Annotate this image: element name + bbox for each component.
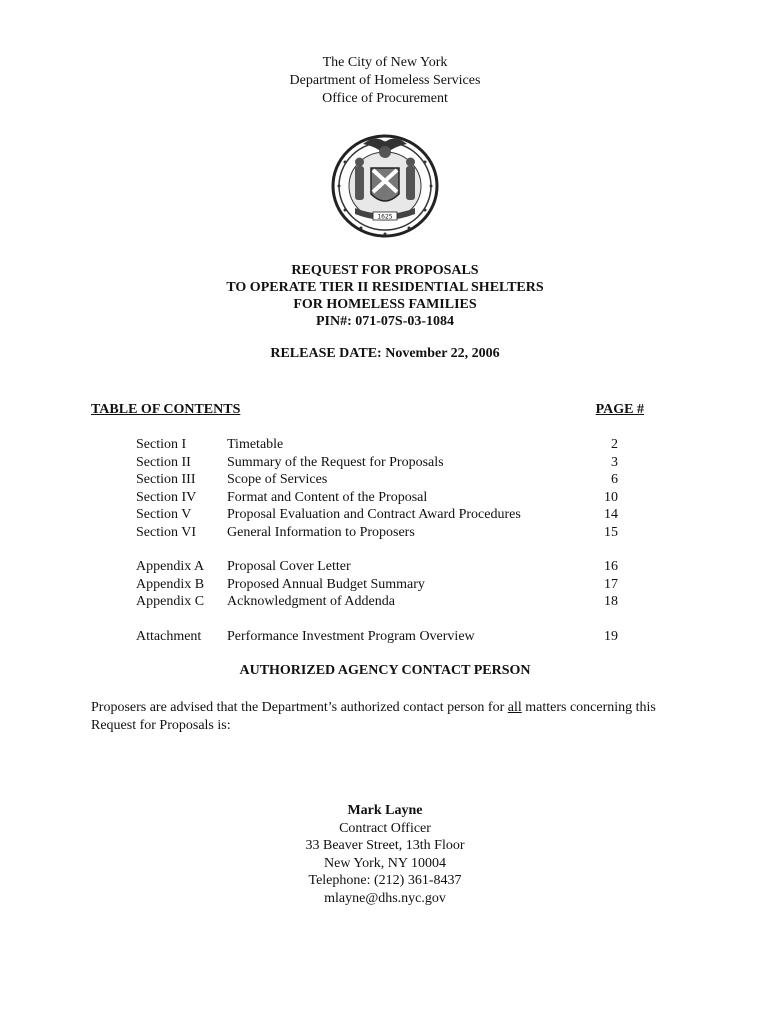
contact-name: Mark Layne xyxy=(347,803,423,818)
rfp-title-line2: TO OPERATE TIER II RESIDENTIAL SHELTERS xyxy=(226,280,544,295)
toc-title: Acknowledgment of Addenda xyxy=(227,594,395,609)
toc-row xyxy=(136,489,618,507)
toc-sections xyxy=(136,436,618,541)
toc-row xyxy=(136,436,618,454)
paragraph-text-before: Proposers are advised that the Department’s authorized contact person for xyxy=(91,700,508,715)
toc-title: Performance Investment Program Overview xyxy=(227,629,475,644)
contact-block xyxy=(0,802,770,907)
toc-page: 6 xyxy=(611,472,618,487)
toc-row xyxy=(136,524,618,542)
toc-label: Section II xyxy=(136,454,191,470)
paragraph-emphasis: all xyxy=(507,700,522,715)
toc-page: 2 xyxy=(611,437,618,452)
toc-label: Appendix B xyxy=(136,576,205,592)
contact-title: Contract Officer xyxy=(339,820,431,836)
toc-label: Attachment xyxy=(136,629,202,644)
header-office: Office of Procurement xyxy=(322,91,448,106)
toc-label: Section IV xyxy=(136,489,197,505)
toc-row xyxy=(136,471,618,489)
paragraph-text-after: matters concerning this Request for Proposals is: xyxy=(91,700,656,733)
contact-heading: AUTHORIZED AGENCY CONTACT PERSON xyxy=(239,663,531,678)
toc-title: Timetable xyxy=(227,437,284,452)
contact-phone: Telephone: (212) 361-8437 xyxy=(308,873,462,888)
toc-row xyxy=(136,454,618,472)
toc-row xyxy=(136,558,618,576)
toc-row xyxy=(136,628,618,646)
rfp-title-line1: REQUEST FOR PROPOSALS xyxy=(291,263,479,278)
toc-page: 3 xyxy=(611,454,618,470)
rfp-pin: PIN#: 071-07S-03-1084 xyxy=(315,314,455,329)
toc-page: 15 xyxy=(604,524,618,540)
toc-title: Proposal Evaluation and Contract Award Procedures xyxy=(227,507,521,522)
toc-label: Appendix C xyxy=(136,594,205,609)
toc-label: Appendix A xyxy=(136,559,205,574)
contact-paragraph xyxy=(91,699,691,735)
toc-title: Proposed Annual Budget Summary xyxy=(227,576,425,592)
header-department: Department of Homeless Services xyxy=(289,73,481,88)
toc-heading: TABLE OF CONTENTS xyxy=(91,402,241,417)
toc-page: 19 xyxy=(604,629,618,644)
toc-row xyxy=(136,506,618,524)
document-header xyxy=(0,54,770,108)
contact-address-line1: 33 Beaver Street, 13th Floor xyxy=(305,838,465,853)
contact-address-line2: New York, NY 10004 xyxy=(324,855,446,871)
toc-page: 17 xyxy=(604,576,618,592)
toc-page: 18 xyxy=(604,594,618,609)
toc-page-heading: PAGE # xyxy=(595,402,644,417)
seal-year: 1625 xyxy=(377,213,393,221)
toc-row xyxy=(136,576,618,594)
nyc-seal-icon xyxy=(325,128,445,240)
toc-title: Format and Content of the Proposal xyxy=(227,489,428,505)
toc-label: Section III xyxy=(136,472,196,487)
toc-page: 14 xyxy=(604,507,618,522)
toc-title: Proposal Cover Letter xyxy=(227,559,351,574)
toc-title: Scope of Services xyxy=(227,472,328,487)
nyc-seal-graphic xyxy=(325,128,445,240)
toc-title: General Information to Proposers xyxy=(227,524,415,540)
toc-page: 16 xyxy=(604,559,618,574)
rfp-title xyxy=(0,262,770,330)
toc-attachments xyxy=(136,628,618,646)
toc-appendices xyxy=(136,558,618,611)
contact-email[interactable]: mlayne@dhs.nyc.gov xyxy=(324,890,446,906)
rfp-title-line3: FOR HOMELESS FAMILIES xyxy=(293,297,477,312)
toc-label: Section V xyxy=(136,507,192,522)
toc-row xyxy=(136,593,618,611)
toc-page: 10 xyxy=(604,489,618,505)
toc-label: Section I xyxy=(136,437,187,452)
toc-label: Section VI xyxy=(136,524,197,540)
toc-heading-row xyxy=(91,402,644,418)
release-date: RELEASE DATE: November 22, 2006 xyxy=(270,346,500,361)
header-city: The City of New York xyxy=(322,55,448,70)
toc-title: Summary of the Request for Proposals xyxy=(227,454,444,470)
